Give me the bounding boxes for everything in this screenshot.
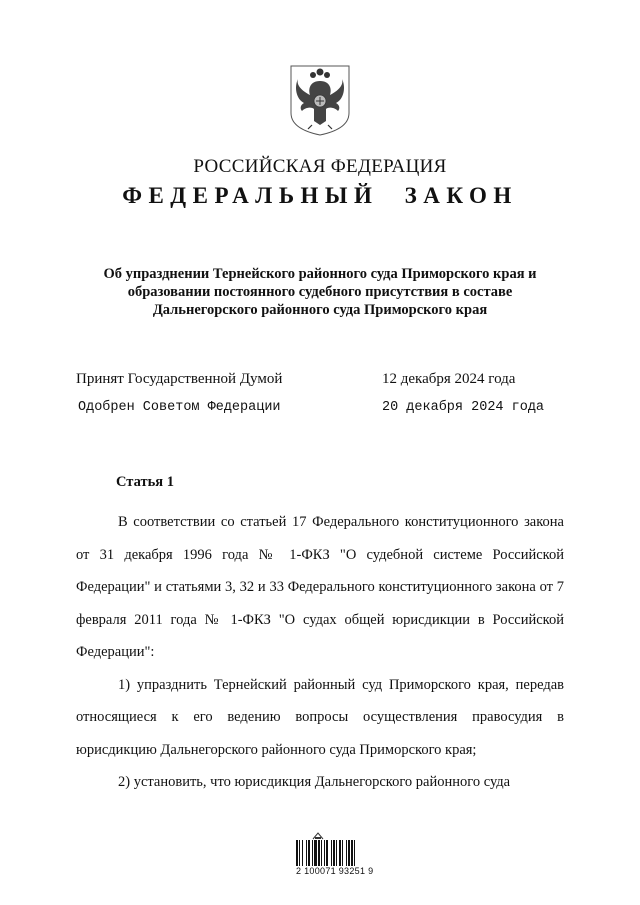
approved-label: Одобрен Советом Федерации [78,400,281,415]
document-type: ФЕДЕРАЛЬНЫЙ ЗАКОН [122,183,518,208]
scanner-mark-icon [312,832,324,840]
adopted-label: Принят Государственной Думой [76,371,283,387]
article-paragraph: 1) упразднить Тернейский районный суд Приморского края, передав относящиеся к его ведению вопросы осуществления правосудия в юрисдикцию Дальнегорского районного суда Приморского края; [76,676,564,758]
country-name: РОССИЙСКАЯ ФЕДЕРАЦИЯ [193,156,447,177]
adopted-date: 12 декабря 2024 года [382,371,516,387]
law-title-line: Об упразднении Тернейского районного суда Приморского края и [103,266,537,282]
approved-date: 20 декабря 2024 года [382,400,545,415]
law-title [60,265,580,319]
law-title-line: образовании постоянного судебного присутствия в составе [127,284,513,300]
coat-of-arms-icon [288,63,352,137]
article-body [76,506,564,799]
barcode-number: 2 100071 93251 9 [296,866,374,876]
article-paragraph: В соответствии со статьей 17 Федерального конституционного закона от 31 декабря 1996 года № 1-ФКЗ "О судебной системе Российской Федерации" и статьями 3, 32 и 33 Федерального конституционного закона от 7 февраля 2011 года № 1-ФКЗ "О судах общей юрисдикции в Российской Федерации": [76,514,564,660]
law-title-line: Дальнегорского районного суда Приморского края [152,302,488,318]
barcode [296,840,378,866]
article-paragraph: 2) установить, что юрисдикция Дальнегорского районного суда [118,774,511,790]
article-heading: Статья 1 [116,474,174,490]
